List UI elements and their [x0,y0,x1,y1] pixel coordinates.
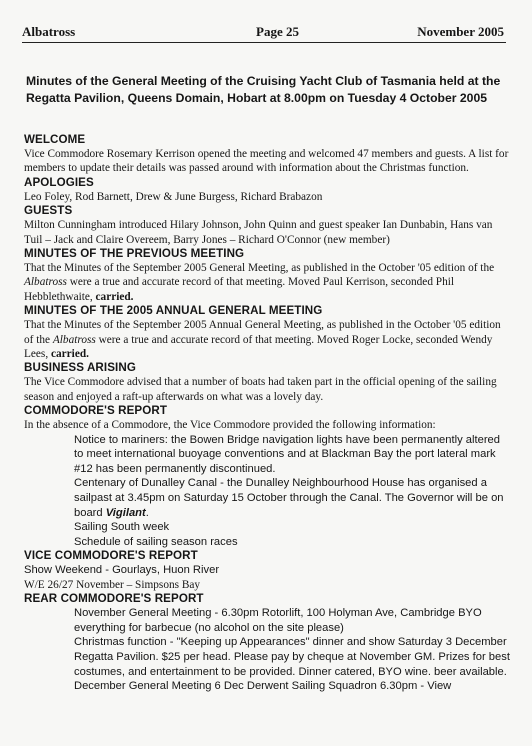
report-line: W/E 26/27 November – Simpsons Bay [24,578,201,591]
previous-minutes-text: That the Minutes of the September 2005 General Meeting, as published in the October '05 edition of the Albatross were a true and accurate record of that meeting. Moved Paul Kerrison, seconded Phil Hebblethwaite, carried. [24,262,495,303]
minutes-body [24,133,510,694]
apologies-heading: APOLOGIES [24,175,94,189]
welcome-text: Vice Commodore Rosemary Kerrison opened the meeting and welcomed 47 members and guests. A list for members to update their details was passed around with information about the Christmas function. [24,148,509,175]
report-item: Notice to mariners: the Bowen Bridge navigation lights have been permanently altered to meet international buoyage conventions and at Blackman Bay the port lateral mark #12 has been permanently discontinued. [74,433,500,475]
report-item: November General Meeting - 6.30pm Rotorlift, 100 Holyman Ave, Cambridge BYO everything for barbecue (no alcohol on the site please) [74,607,482,634]
publication-reference: Albatross [24,276,67,289]
vice-commodores-report-heading: VICE COMMODORE'S REPORT [24,549,198,563]
welcome-heading: WELCOME [24,133,86,146]
page-header [22,22,506,43]
guests-heading: GUESTS [24,204,73,218]
motion-result: carried. [50,348,89,361]
report-item: Sailing South week [74,521,170,534]
report-item: Schedule of sailing season races [74,535,238,548]
report-item: December General Meeting 6 Dec Derwent Sailing Squadron 6.30pm - View [74,680,452,693]
commodores-report-intro: In the absence of a Commodore, the Vice Commodore provided the following information: [24,419,436,432]
agm-minutes-text: That the Minutes of the September 2005 Annual General Meeting, as published in the October '05 edition of the Albatross were a true and accurate record of that meeting. Moved Roger Locke, seconded Wendy Lees, carried. [24,319,501,361]
motion-result: carried. [95,290,134,303]
minutes-title: Minutes of the General Meeting of the Cruising Yacht Club of Tasmania held at the Regatta Pavilion, Queens Domain, Hobart at 8.00pm on Tuesday 4 October 2005 [26,74,501,105]
vessel-name: Vigilant [105,506,146,519]
report-item: Christmas function - "Keeping up Appearances" dinner and show Saturday 3 December Regatta Pavilion. $25 per head. Please pay by cheque at November GM. Prizes for best costumes, and entertainment to be provided. Dinner catered, BYO wine. beer available. [74,636,510,678]
previous-minutes-heading: MINUTES OF THE PREVIOUS MEETING [24,247,245,261]
report-line: Show Weekend - Gourlays, Huon River [24,564,220,577]
issue-date: November 2005 [417,24,504,39]
page-number: Page 25 [256,24,299,39]
agm-minutes-heading: MINUTES OF THE 2005 ANNUAL GENERAL MEETING [24,304,323,318]
apologies-text: Leo Foley, Rod Barnett, Drew & June Burgess, Richard Brabazon [24,190,323,203]
rear-commodores-report-heading: REAR COMMODORE'S REPORT [24,592,204,606]
guests-text: Milton Cunningham introduced Hilary Johnson, John Quinn and guest speaker Ian Dunbabin, Hans van Tuil – Jack and Claire Overeem, Barry Jones – Richard O'Connor (new member) [24,219,493,246]
business-arising-text: The Vice Commodore advised that a number of boats had taken part in the official opening of the sailing season and enjoyed a raft-up afterwards on what was a lovely day. [24,376,497,403]
report-item: Centenary of Dunalley Canal - the Dunalley Neighbourhood House has organised a sailpast at 3.45pm on Saturday 15 October through the Canal. The Governor will be on board Vigilant. [74,477,504,519]
publication-reference: Albatross [52,333,96,346]
commodores-report-heading: COMMODORE'S REPORT [24,404,168,418]
business-arising-heading: BUSINESS ARISING [24,361,136,375]
publication-name: Albatross [22,24,76,39]
